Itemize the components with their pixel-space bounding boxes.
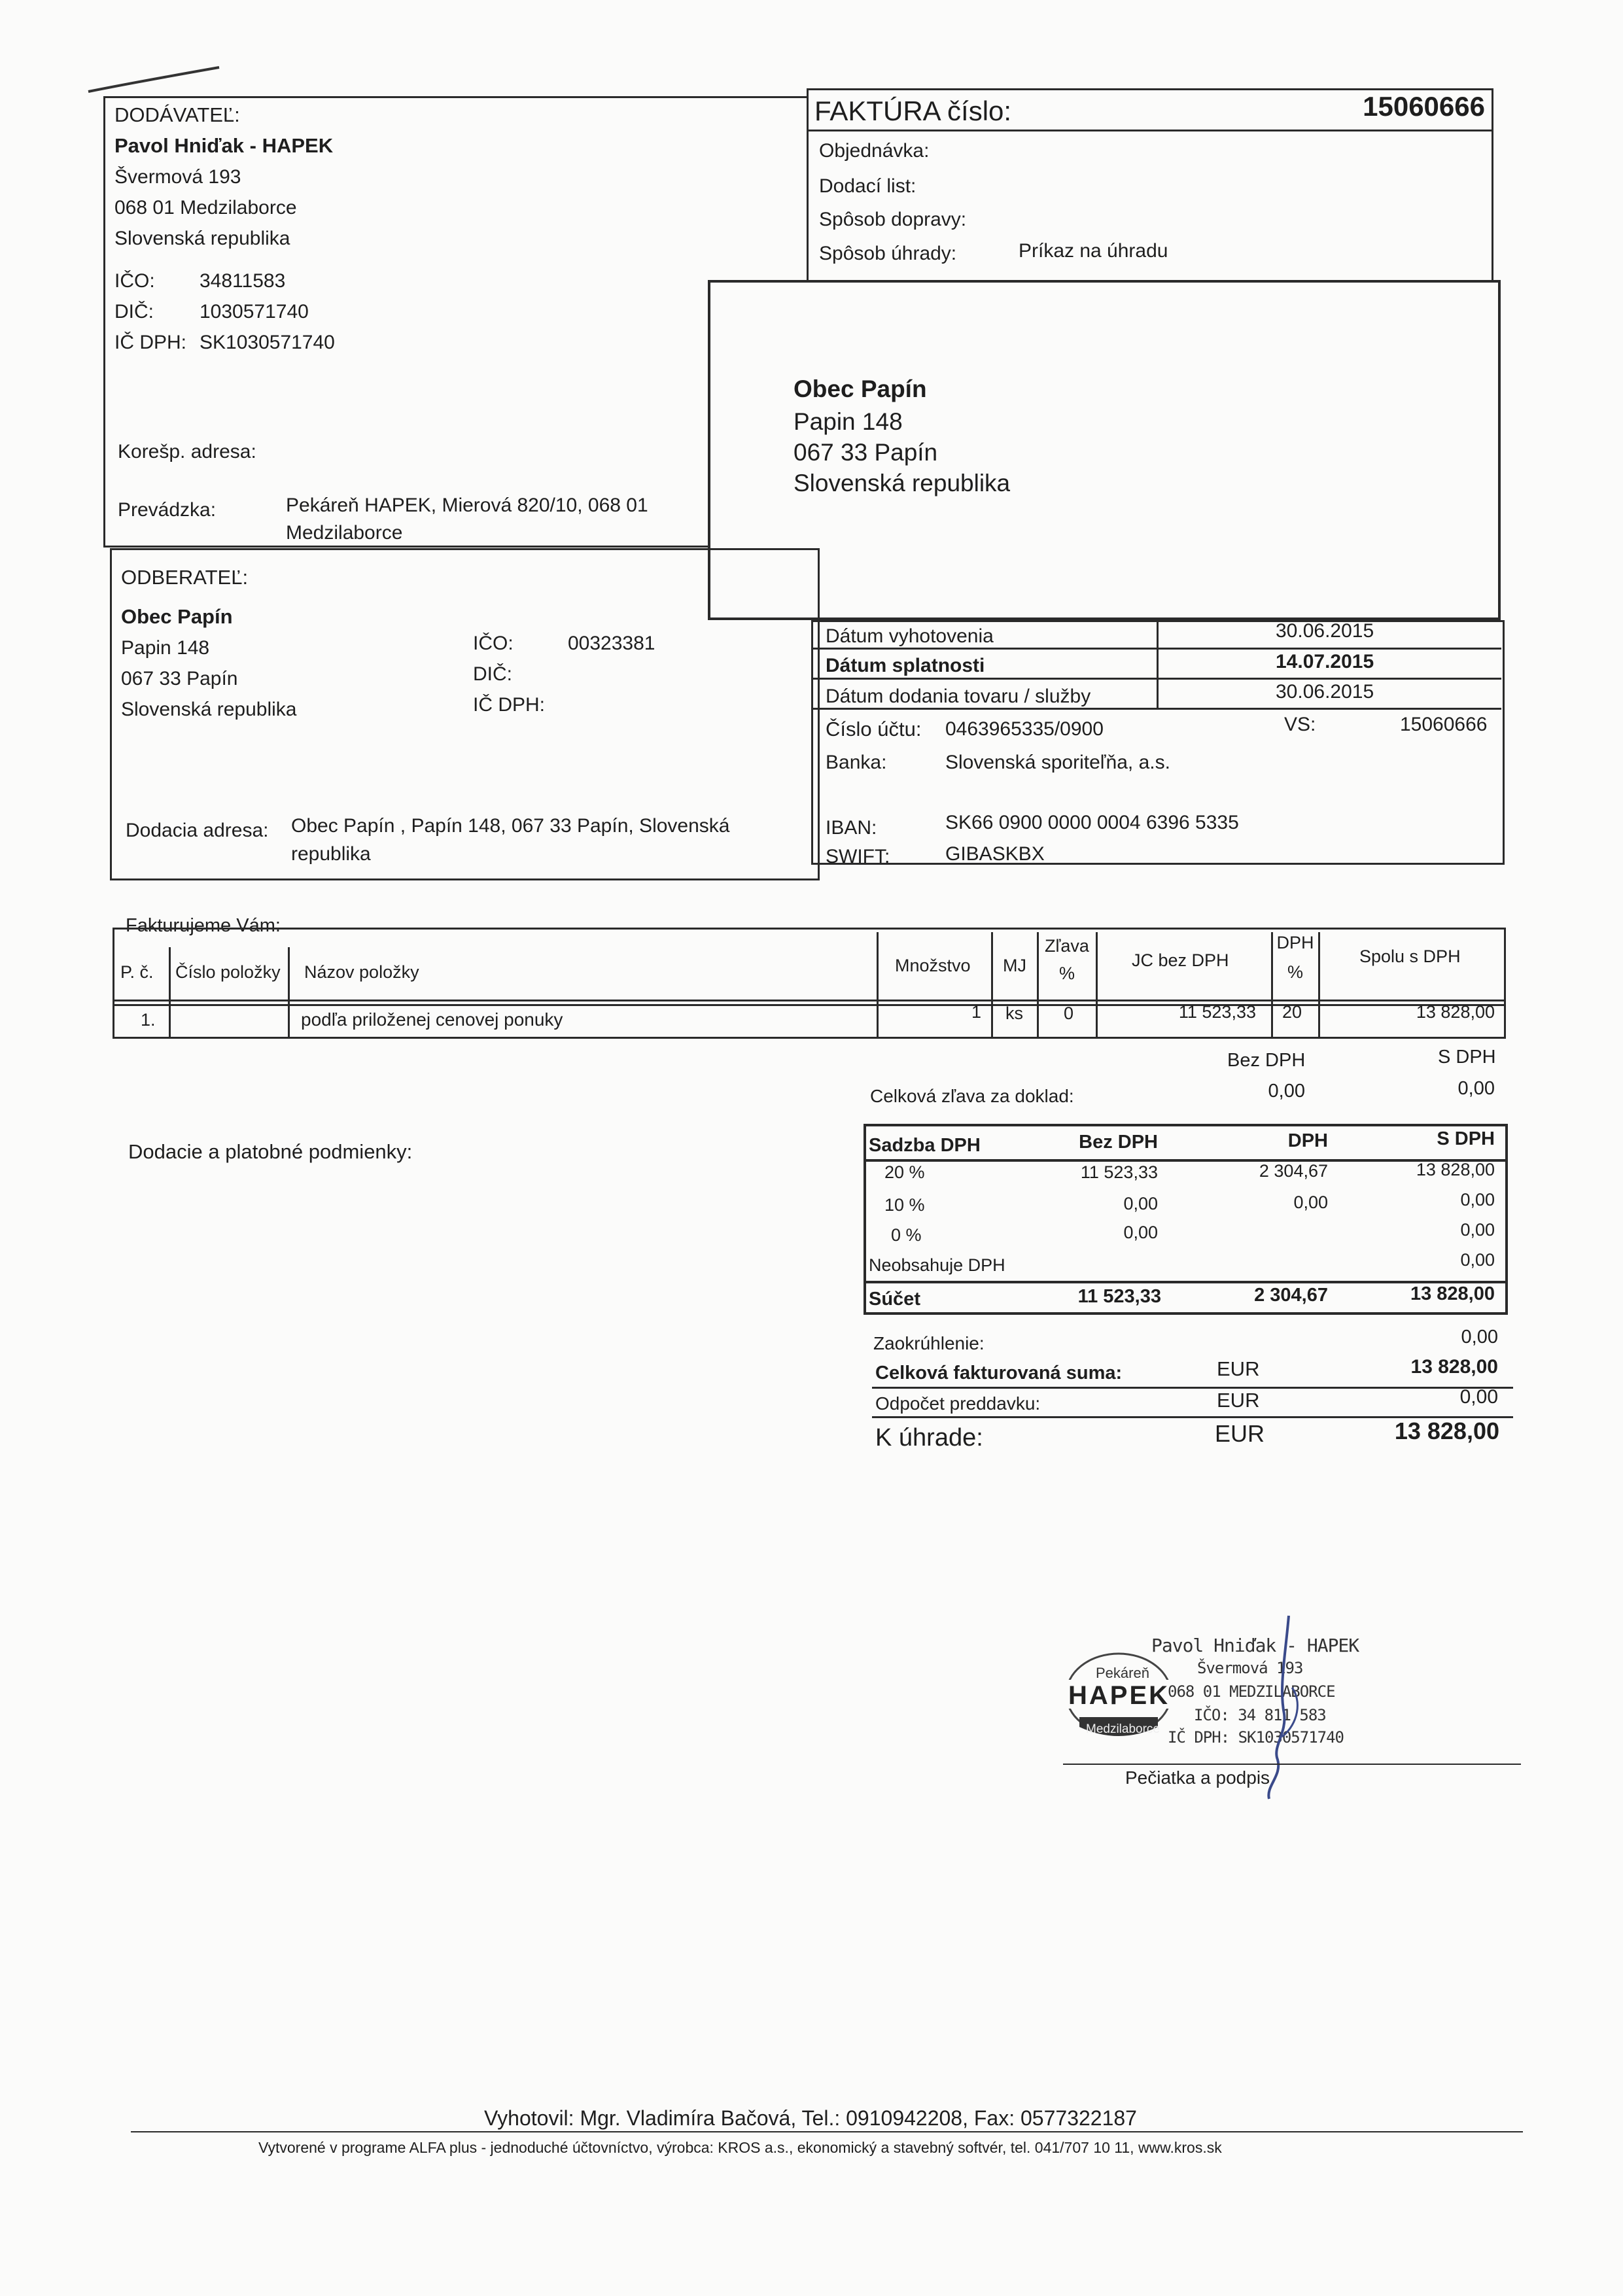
vat-bez: 0,00 [1123,1194,1158,1213]
vat-sum-bez: 11 523,33 [1077,1286,1161,1307]
stamp-caption: Pečiatka a podpis [1125,1767,1270,1788]
col-header-zlava-pct: % [1058,964,1075,983]
vat-sadzba: Neobsahuje DPH [869,1255,1005,1275]
advance-label: Odpočet preddavku: [875,1393,1041,1414]
rounding-value: 0,00 [1461,1327,1498,1348]
account-number: 0463965335/0900 [945,718,1104,740]
swift-label: SWIFT: [826,846,890,867]
prepared-by: Vyhotovil: Mgr. Vladimíra Bačová, Tel.: 0910942208, Fax: 0577322187 [484,2106,1137,2130]
date-dodania-label: Dátum dodania tovaru / služby [826,686,1091,707]
customer-ico-label: IČO: [473,633,514,654]
supplier-ico-label: IČO: [114,270,155,292]
vat-bez: 11 523,33 [1080,1162,1158,1182]
vs-label: VS: [1284,714,1316,735]
vat-header-s: S DPH [1437,1128,1495,1149]
supplier-street: Švermová 193 [114,166,241,188]
due-currency: EUR [1215,1420,1265,1447]
vs-number: 15060666 [1400,714,1488,735]
date-dodania: 30.06.2015 [1276,681,1374,703]
vat-sum-label: Súčet [869,1289,920,1310]
vat-s: 0,00 [1460,1220,1495,1240]
col-header-jc: JC bez DPH [1132,950,1229,970]
col-header-nazov: Názov položky [304,962,419,982]
supplier-ico: 34811583 [200,270,286,292]
advance-value: 0,00 [1459,1386,1498,1408]
bank-label: Banka: [826,752,887,773]
vat-sadzba: 0 % [891,1225,922,1245]
customer-country: Slovenská republika [121,699,297,720]
discount-bez-label: Bez DPH [1227,1050,1306,1071]
swift-value: GIBASKBX [945,843,1045,865]
discount-s-label: S DPH [1438,1047,1496,1068]
invoice-title-underline [807,130,1493,131]
row-dph: 20 [1282,1002,1302,1022]
vat-s: 0,00 [1460,1190,1495,1209]
delivery-line2: republika [291,843,371,865]
recipient-city: 067 33 Papín [794,439,938,466]
supplier-city: 068 01 Medzilaborce [114,197,297,218]
supplier-dic-label: DIČ: [114,301,154,322]
pen-mark-icon [85,62,229,101]
koresp-label: Korešp. adresa: [118,441,256,462]
customer-city: 067 33 Papín [121,668,238,689]
supplier-name: Pavol Hniďak - HAPEK [114,134,334,157]
conditions-label: Dodacie a platobné podmienky: [128,1140,413,1163]
prevadzka-label: Prevádzka: [118,499,217,521]
items-col-line [288,947,290,1039]
customer-dic-label: DIČ: [473,663,512,685]
row-spolu: 13 828,00 [1416,1002,1495,1022]
stamp-logo-main: HAPEK [1068,1681,1170,1710]
total-value: 13 828,00 [1410,1356,1498,1378]
advance-currency: EUR [1217,1389,1260,1412]
row-mj: ks [1005,1003,1023,1023]
invoice-number: 15060666 [1363,91,1485,122]
col-header-mnozstvo: Množstvo [895,956,971,975]
software-note: Vytvorené v programe ALFA plus - jednoduché účtovníctvo, výrobca: KROS a.s., ekonomický a stavebný softvér, tel. 041/707 10 11, www.kros.sk [258,2139,1222,2156]
row-jc: 11 523,33 [1178,1002,1256,1022]
col-header-zlava: Zľava [1045,936,1089,956]
objednavka-label: Objednávka: [819,140,930,162]
items-col-line [1096,932,1098,1039]
vat-dph: 2 304,67 [1259,1161,1328,1181]
supplier-dic: 1030571740 [200,301,309,322]
items-col-line [1318,932,1320,1039]
uhrada-value: Príkaz na úhradu [1019,240,1168,262]
stamp-logo-top: Pekáreň [1096,1665,1149,1681]
iban-label: IBAN: [826,817,877,839]
total-label: Celková fakturovaná suma: [875,1363,1123,1383]
col-header-mj: MJ [1003,956,1026,975]
supplier-icdph-label: IČ DPH: [114,332,187,353]
uhrada-label: Spôsob úhrady: [819,243,957,264]
vat-sadzba: 10 % [884,1195,925,1215]
date-vyhotovenia: 30.06.2015 [1276,620,1374,642]
account-label: Číslo účtu: [826,718,922,740]
bank-name: Slovenská sporiteľňa, a.s. [945,752,1170,773]
customer-name: Obec Papín [121,605,233,628]
col-header-cislo: Číslo položky [175,962,281,982]
items-col-line [169,947,171,1039]
bank-col-line [811,708,813,865]
doprava-label: Spôsob dopravy: [819,209,967,230]
items-intro: Fakturujeme Vám: [126,915,281,936]
prevadzka-line2: Medzilaborce [286,522,403,544]
recipient-country: Slovenská republika [794,470,1011,496]
recipient-name: Obec Papín [794,375,927,402]
date-splatnosti-label: Dátum splatnosti [826,655,985,676]
items-col-line [877,932,879,1039]
delivery-line1: Obec Papín , Papín 148, 067 33 Papín, Slovenská [291,815,730,837]
vat-sum-s: 13 828,00 [1410,1283,1495,1304]
stamp-line1: Pavol Hniďak - HAPEK [1151,1635,1359,1656]
items-col-line [991,932,993,1039]
vat-header-sadzba: Sadzba DPH [869,1135,981,1156]
vat-s: 13 828,00 [1416,1160,1495,1179]
customer-label: ODBERATEĽ: [121,566,249,589]
supplier-icdph: SK1030571740 [200,332,335,353]
dates-col-line [1157,620,1159,708]
stamp-line3: 068 01 MEDZILABORCE [1168,1682,1335,1701]
stamp-logo-bottom: Medzilaborce [1086,1722,1160,1736]
recipient-street: Papin 148 [794,408,903,435]
vat-header-dph: DPH [1287,1130,1328,1151]
row-mnozstvo: 1 [971,1002,981,1022]
col-header-dph: DPH [1276,933,1314,952]
col-header-dph-pct: % [1287,962,1303,982]
supplier-country: Slovenská republika [114,228,290,249]
row-pc: 1. [141,1010,156,1030]
invoice-title: FAKTÚRA číslo: [814,96,1012,126]
vat-sum-dph: 2 304,67 [1254,1285,1328,1306]
stamp-line2: Švermová 193 [1197,1659,1303,1677]
due-value: 13 828,00 [1394,1418,1499,1444]
vat-s: 0,00 [1460,1250,1495,1270]
customer-ico: 00323381 [568,633,655,654]
delivery-label: Dodacia adresa: [126,820,269,841]
stamp-line4: IČO: 34 811 583 [1194,1706,1326,1724]
prevadzka-line1: Pekáreň HAPEK, Mierová 820/10, 068 01 [286,495,648,516]
supplier-label: DODÁVATEĽ: [114,103,240,126]
rounding-label: Zaokrúhlenie: [873,1333,985,1353]
row-zlava: 0 [1064,1003,1074,1023]
customer-icdph-label: IČ DPH: [473,694,546,716]
stamp-line5: IČ DPH: SK1030571740 [1168,1728,1344,1747]
signature-line [1063,1764,1521,1765]
footer-line [131,2131,1523,2132]
total-currency: EUR [1217,1357,1260,1380]
date-vyhotovenia-label: Dátum vyhotovenia [826,625,994,647]
dodaci-list-label: Dodací list: [819,175,916,197]
iban-value: SK66 0900 0000 0004 6396 5335 [945,812,1239,833]
vat-sadzba: 20 % [884,1162,925,1182]
due-label: K úhrade: [875,1424,983,1452]
col-header-pc: P. č. [120,962,154,982]
discount-bez: 0,00 [1268,1081,1305,1102]
vat-dph: 0,00 [1293,1192,1328,1212]
row-nazov: podľa priloženej cenovej ponuky [301,1009,563,1030]
vat-bez: 0,00 [1123,1223,1158,1242]
customer-street: Papin 148 [121,637,210,659]
col-header-spolu: Spolu s DPH [1359,947,1461,966]
discount-s: 0,00 [1457,1078,1495,1099]
vat-header-bez: Bez DPH [1079,1132,1158,1153]
date-splatnosti: 14.07.2015 [1276,651,1374,672]
discount-label: Celková zľava za doklad: [870,1086,1074,1106]
